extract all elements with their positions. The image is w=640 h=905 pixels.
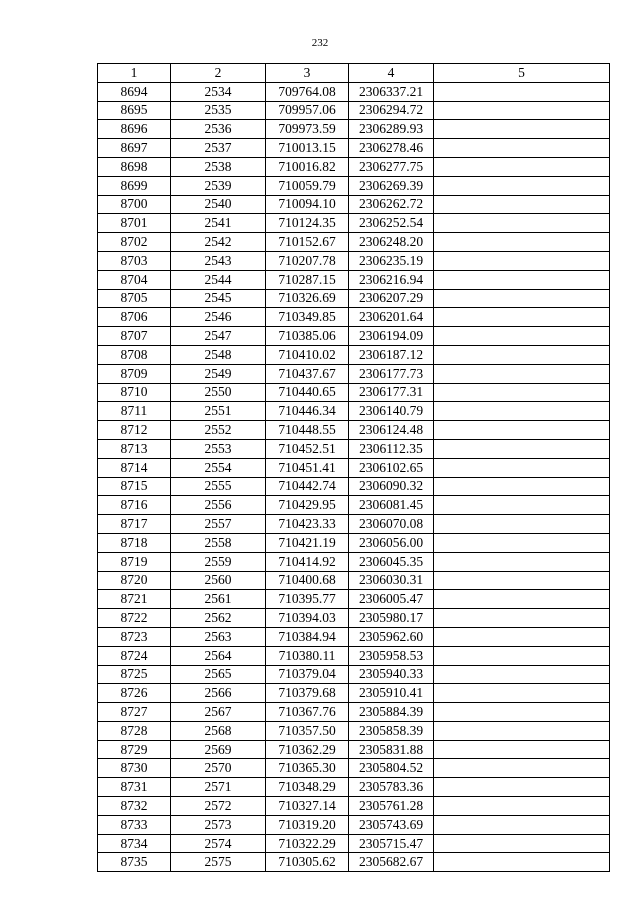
point-number-cell: 8714 xyxy=(98,458,171,477)
note-cell xyxy=(434,571,610,590)
y-coordinate-cell: 2305743.69 xyxy=(349,815,434,834)
table-row xyxy=(98,157,610,176)
note-cell xyxy=(434,533,610,552)
table-row xyxy=(98,684,610,703)
point-number-cell: 8731 xyxy=(98,778,171,797)
point-id-cell: 2556 xyxy=(171,496,266,515)
note-cell xyxy=(434,684,610,703)
point-id-cell: 2535 xyxy=(171,101,266,120)
point-number-cell: 8728 xyxy=(98,721,171,740)
point-id-cell: 2537 xyxy=(171,139,266,158)
x-coordinate-cell: 710365.30 xyxy=(266,759,349,778)
table-row xyxy=(98,421,610,440)
point-id-cell: 2539 xyxy=(171,176,266,195)
note-cell xyxy=(434,176,610,195)
y-coordinate-cell: 2306289.93 xyxy=(349,120,434,139)
table-row xyxy=(98,740,610,759)
table-row xyxy=(98,721,610,740)
x-coordinate-cell: 710414.92 xyxy=(266,552,349,571)
y-coordinate-cell: 2305715.47 xyxy=(349,834,434,853)
note-cell xyxy=(434,703,610,722)
point-id-cell: 2563 xyxy=(171,627,266,646)
table-row xyxy=(98,627,610,646)
x-coordinate-cell: 710124.35 xyxy=(266,214,349,233)
point-number-cell: 8727 xyxy=(98,703,171,722)
x-coordinate-cell: 710440.65 xyxy=(266,383,349,402)
table-row xyxy=(98,552,610,571)
note-cell xyxy=(434,214,610,233)
x-coordinate-cell: 710448.55 xyxy=(266,421,349,440)
x-coordinate-cell: 710322.29 xyxy=(266,834,349,853)
x-coordinate-cell: 710013.15 xyxy=(266,139,349,158)
point-number-cell: 8703 xyxy=(98,251,171,270)
point-number-cell: 8707 xyxy=(98,327,171,346)
page-number: 232 xyxy=(311,37,329,49)
point-number-cell: 8702 xyxy=(98,233,171,252)
y-coordinate-cell: 2306112.35 xyxy=(349,439,434,458)
point-number-cell: 8701 xyxy=(98,214,171,233)
table-row xyxy=(98,665,610,684)
table-row xyxy=(98,364,610,383)
table-row xyxy=(98,703,610,722)
note-cell xyxy=(434,740,610,759)
point-number-cell: 8735 xyxy=(98,853,171,872)
table-row xyxy=(98,571,610,590)
x-coordinate-cell: 710327.14 xyxy=(266,797,349,816)
y-coordinate-cell: 2306207.29 xyxy=(349,289,434,308)
y-coordinate-cell: 2306337.21 xyxy=(349,82,434,101)
point-number-cell: 8733 xyxy=(98,815,171,834)
table-row xyxy=(98,853,610,872)
note-cell xyxy=(434,665,610,684)
y-coordinate-cell: 2306177.73 xyxy=(349,364,434,383)
x-coordinate-cell: 710016.82 xyxy=(266,157,349,176)
point-id-cell: 2557 xyxy=(171,515,266,534)
point-id-cell: 2560 xyxy=(171,571,266,590)
point-id-cell: 2548 xyxy=(171,345,266,364)
x-coordinate-cell: 710059.79 xyxy=(266,176,349,195)
point-number-cell: 8712 xyxy=(98,421,171,440)
y-coordinate-cell: 2306056.00 xyxy=(349,533,434,552)
point-id-cell: 2562 xyxy=(171,609,266,628)
note-cell xyxy=(434,157,610,176)
x-coordinate-cell: 710384.94 xyxy=(266,627,349,646)
y-coordinate-cell: 2305910.41 xyxy=(349,684,434,703)
y-coordinate-cell: 2306124.48 xyxy=(349,421,434,440)
y-coordinate-cell: 2306081.45 xyxy=(349,496,434,515)
point-id-cell: 2565 xyxy=(171,665,266,684)
column-header-3: 3 xyxy=(266,64,349,83)
note-cell xyxy=(434,477,610,496)
x-coordinate-cell: 710451.41 xyxy=(266,458,349,477)
point-id-cell: 2558 xyxy=(171,533,266,552)
point-id-cell: 2559 xyxy=(171,552,266,571)
point-id-cell: 2554 xyxy=(171,458,266,477)
y-coordinate-cell: 2305940.33 xyxy=(349,665,434,684)
note-cell xyxy=(434,120,610,139)
y-coordinate-cell: 2306252.54 xyxy=(349,214,434,233)
point-id-cell: 2534 xyxy=(171,82,266,101)
note-cell xyxy=(434,853,610,872)
note-cell xyxy=(434,289,610,308)
x-coordinate-cell: 710362.29 xyxy=(266,740,349,759)
point-number-cell: 8695 xyxy=(98,101,171,120)
table-row xyxy=(98,797,610,816)
table-row xyxy=(98,496,610,515)
point-number-cell: 8723 xyxy=(98,627,171,646)
point-id-cell: 2573 xyxy=(171,815,266,834)
point-number-cell: 8732 xyxy=(98,797,171,816)
x-coordinate-cell: 710379.04 xyxy=(266,665,349,684)
point-number-cell: 8722 xyxy=(98,609,171,628)
point-number-cell: 8724 xyxy=(98,646,171,665)
note-cell xyxy=(434,458,610,477)
y-coordinate-cell: 2306070.08 xyxy=(349,515,434,534)
note-cell xyxy=(434,590,610,609)
x-coordinate-cell: 710394.03 xyxy=(266,609,349,628)
x-coordinate-cell: 710400.68 xyxy=(266,571,349,590)
point-number-cell: 8694 xyxy=(98,82,171,101)
y-coordinate-cell: 2306140.79 xyxy=(349,402,434,421)
y-coordinate-cell: 2306177.31 xyxy=(349,383,434,402)
y-coordinate-cell: 2306277.75 xyxy=(349,157,434,176)
point-number-cell: 8729 xyxy=(98,740,171,759)
table-row xyxy=(98,383,610,402)
x-coordinate-cell: 710380.11 xyxy=(266,646,349,665)
x-coordinate-cell: 710349.85 xyxy=(266,308,349,327)
table-row xyxy=(98,176,610,195)
point-number-cell: 8699 xyxy=(98,176,171,195)
note-cell xyxy=(434,101,610,120)
table-row xyxy=(98,533,610,552)
y-coordinate-cell: 2305831.88 xyxy=(349,740,434,759)
x-coordinate-cell: 710379.68 xyxy=(266,684,349,703)
x-coordinate-cell: 710357.50 xyxy=(266,721,349,740)
x-coordinate-cell: 710395.77 xyxy=(266,590,349,609)
point-number-cell: 8697 xyxy=(98,139,171,158)
y-coordinate-cell: 2305783.36 xyxy=(349,778,434,797)
table-row xyxy=(98,515,610,534)
point-number-cell: 8720 xyxy=(98,571,171,590)
note-cell xyxy=(434,778,610,797)
table-row xyxy=(98,308,610,327)
y-coordinate-cell: 2306005.47 xyxy=(349,590,434,609)
table-row xyxy=(98,270,610,289)
x-coordinate-cell: 710207.78 xyxy=(266,251,349,270)
point-number-cell: 8719 xyxy=(98,552,171,571)
point-id-cell: 2543 xyxy=(171,251,266,270)
y-coordinate-cell: 2306248.20 xyxy=(349,233,434,252)
point-id-cell: 2544 xyxy=(171,270,266,289)
note-cell xyxy=(434,327,610,346)
point-id-cell: 2547 xyxy=(171,327,266,346)
y-coordinate-cell: 2305884.39 xyxy=(349,703,434,722)
table-row xyxy=(98,834,610,853)
x-coordinate-cell: 710446.34 xyxy=(266,402,349,421)
y-coordinate-cell: 2305980.17 xyxy=(349,609,434,628)
note-cell xyxy=(434,797,610,816)
point-number-cell: 8705 xyxy=(98,289,171,308)
x-coordinate-cell: 710421.19 xyxy=(266,533,349,552)
point-id-cell: 2538 xyxy=(171,157,266,176)
x-coordinate-cell: 710410.02 xyxy=(266,345,349,364)
note-cell xyxy=(434,439,610,458)
note-cell xyxy=(434,364,610,383)
y-coordinate-cell: 2305858.39 xyxy=(349,721,434,740)
point-number-cell: 8717 xyxy=(98,515,171,534)
x-coordinate-cell: 710094.10 xyxy=(266,195,349,214)
table-body xyxy=(98,82,610,871)
table-row xyxy=(98,477,610,496)
table-row xyxy=(98,101,610,120)
note-cell xyxy=(434,834,610,853)
point-number-cell: 8706 xyxy=(98,308,171,327)
y-coordinate-cell: 2306294.72 xyxy=(349,101,434,120)
coordinates-table xyxy=(97,63,610,872)
x-coordinate-cell: 710287.15 xyxy=(266,270,349,289)
y-coordinate-cell: 2305761.28 xyxy=(349,797,434,816)
table-row xyxy=(98,345,610,364)
y-coordinate-cell: 2306235.19 xyxy=(349,251,434,270)
point-id-cell: 2541 xyxy=(171,214,266,233)
column-header-1: 1 xyxy=(98,64,171,83)
y-coordinate-cell: 2305962.60 xyxy=(349,627,434,646)
note-cell xyxy=(434,233,610,252)
x-coordinate-cell: 710429.95 xyxy=(266,496,349,515)
x-coordinate-cell: 709764.08 xyxy=(266,82,349,101)
point-number-cell: 8718 xyxy=(98,533,171,552)
y-coordinate-cell: 2306262.72 xyxy=(349,195,434,214)
y-coordinate-cell: 2306030.31 xyxy=(349,571,434,590)
point-id-cell: 2572 xyxy=(171,797,266,816)
note-cell xyxy=(434,515,610,534)
point-id-cell: 2575 xyxy=(171,853,266,872)
table-row xyxy=(98,120,610,139)
point-number-cell: 8696 xyxy=(98,120,171,139)
table-row xyxy=(98,251,610,270)
table-row xyxy=(98,195,610,214)
table-row xyxy=(98,233,610,252)
note-cell xyxy=(434,627,610,646)
table-row xyxy=(98,327,610,346)
table-row xyxy=(98,759,610,778)
x-coordinate-cell: 710367.76 xyxy=(266,703,349,722)
note-cell xyxy=(434,402,610,421)
table-row xyxy=(98,82,610,101)
table-header xyxy=(98,64,610,83)
x-coordinate-cell: 710305.62 xyxy=(266,853,349,872)
x-coordinate-cell: 709973.59 xyxy=(266,120,349,139)
y-coordinate-cell: 2306090.32 xyxy=(349,477,434,496)
y-coordinate-cell: 2306278.46 xyxy=(349,139,434,158)
note-cell xyxy=(434,383,610,402)
table-row xyxy=(98,778,610,797)
point-id-cell: 2546 xyxy=(171,308,266,327)
table-row xyxy=(98,214,610,233)
point-id-cell: 2567 xyxy=(171,703,266,722)
point-number-cell: 8698 xyxy=(98,157,171,176)
table-row xyxy=(98,646,610,665)
point-id-cell: 2536 xyxy=(171,120,266,139)
point-id-cell: 2553 xyxy=(171,439,266,458)
table-row xyxy=(98,609,610,628)
y-coordinate-cell: 2306102.65 xyxy=(349,458,434,477)
y-coordinate-cell: 2306045.35 xyxy=(349,552,434,571)
point-number-cell: 8708 xyxy=(98,345,171,364)
x-coordinate-cell: 710385.06 xyxy=(266,327,349,346)
note-cell xyxy=(434,308,610,327)
note-cell xyxy=(434,270,610,289)
x-coordinate-cell: 710442.74 xyxy=(266,477,349,496)
point-number-cell: 8725 xyxy=(98,665,171,684)
note-cell xyxy=(434,609,610,628)
note-cell xyxy=(434,82,610,101)
point-number-cell: 8710 xyxy=(98,383,171,402)
x-coordinate-cell: 710152.67 xyxy=(266,233,349,252)
point-number-cell: 8716 xyxy=(98,496,171,515)
point-id-cell: 2568 xyxy=(171,721,266,740)
header-row xyxy=(98,64,610,83)
column-header-2: 2 xyxy=(171,64,266,83)
point-number-cell: 8726 xyxy=(98,684,171,703)
point-number-cell: 8713 xyxy=(98,439,171,458)
note-cell xyxy=(434,646,610,665)
point-number-cell: 8709 xyxy=(98,364,171,383)
point-id-cell: 2552 xyxy=(171,421,266,440)
point-id-cell: 2549 xyxy=(171,364,266,383)
point-id-cell: 2551 xyxy=(171,402,266,421)
point-number-cell: 8721 xyxy=(98,590,171,609)
point-number-cell: 8734 xyxy=(98,834,171,853)
table-row xyxy=(98,289,610,308)
x-coordinate-cell: 710319.20 xyxy=(266,815,349,834)
x-coordinate-cell: 710452.51 xyxy=(266,439,349,458)
table-row xyxy=(98,402,610,421)
point-id-cell: 2571 xyxy=(171,778,266,797)
note-cell xyxy=(434,139,610,158)
column-header-4: 4 xyxy=(349,64,434,83)
note-cell xyxy=(434,552,610,571)
point-id-cell: 2569 xyxy=(171,740,266,759)
note-cell xyxy=(434,496,610,515)
x-coordinate-cell: 709957.06 xyxy=(266,101,349,120)
point-number-cell: 8700 xyxy=(98,195,171,214)
point-id-cell: 2540 xyxy=(171,195,266,214)
table-row xyxy=(98,458,610,477)
table-row xyxy=(98,139,610,158)
y-coordinate-cell: 2306201.64 xyxy=(349,308,434,327)
note-cell xyxy=(434,815,610,834)
note-cell xyxy=(434,721,610,740)
note-cell xyxy=(434,195,610,214)
point-id-cell: 2550 xyxy=(171,383,266,402)
y-coordinate-cell: 2305804.52 xyxy=(349,759,434,778)
y-coordinate-cell: 2306194.09 xyxy=(349,327,434,346)
table-row xyxy=(98,815,610,834)
point-id-cell: 2566 xyxy=(171,684,266,703)
note-cell xyxy=(434,345,610,364)
point-id-cell: 2561 xyxy=(171,590,266,609)
point-id-cell: 2574 xyxy=(171,834,266,853)
y-coordinate-cell: 2306269.39 xyxy=(349,176,434,195)
point-number-cell: 8704 xyxy=(98,270,171,289)
point-number-cell: 8730 xyxy=(98,759,171,778)
table-row xyxy=(98,590,610,609)
point-number-cell: 8715 xyxy=(98,477,171,496)
point-id-cell: 2555 xyxy=(171,477,266,496)
point-id-cell: 2564 xyxy=(171,646,266,665)
point-id-cell: 2545 xyxy=(171,289,266,308)
x-coordinate-cell: 710437.67 xyxy=(266,364,349,383)
point-number-cell: 8711 xyxy=(98,402,171,421)
x-coordinate-cell: 710348.29 xyxy=(266,778,349,797)
y-coordinate-cell: 2306216.94 xyxy=(349,270,434,289)
y-coordinate-cell: 2305958.53 xyxy=(349,646,434,665)
x-coordinate-cell: 710423.33 xyxy=(266,515,349,534)
note-cell xyxy=(434,421,610,440)
point-id-cell: 2542 xyxy=(171,233,266,252)
y-coordinate-cell: 2306187.12 xyxy=(349,345,434,364)
note-cell xyxy=(434,759,610,778)
point-id-cell: 2570 xyxy=(171,759,266,778)
table-row xyxy=(98,439,610,458)
note-cell xyxy=(434,251,610,270)
x-coordinate-cell: 710326.69 xyxy=(266,289,349,308)
y-coordinate-cell: 2305682.67 xyxy=(349,853,434,872)
column-header-5: 5 xyxy=(434,64,610,83)
